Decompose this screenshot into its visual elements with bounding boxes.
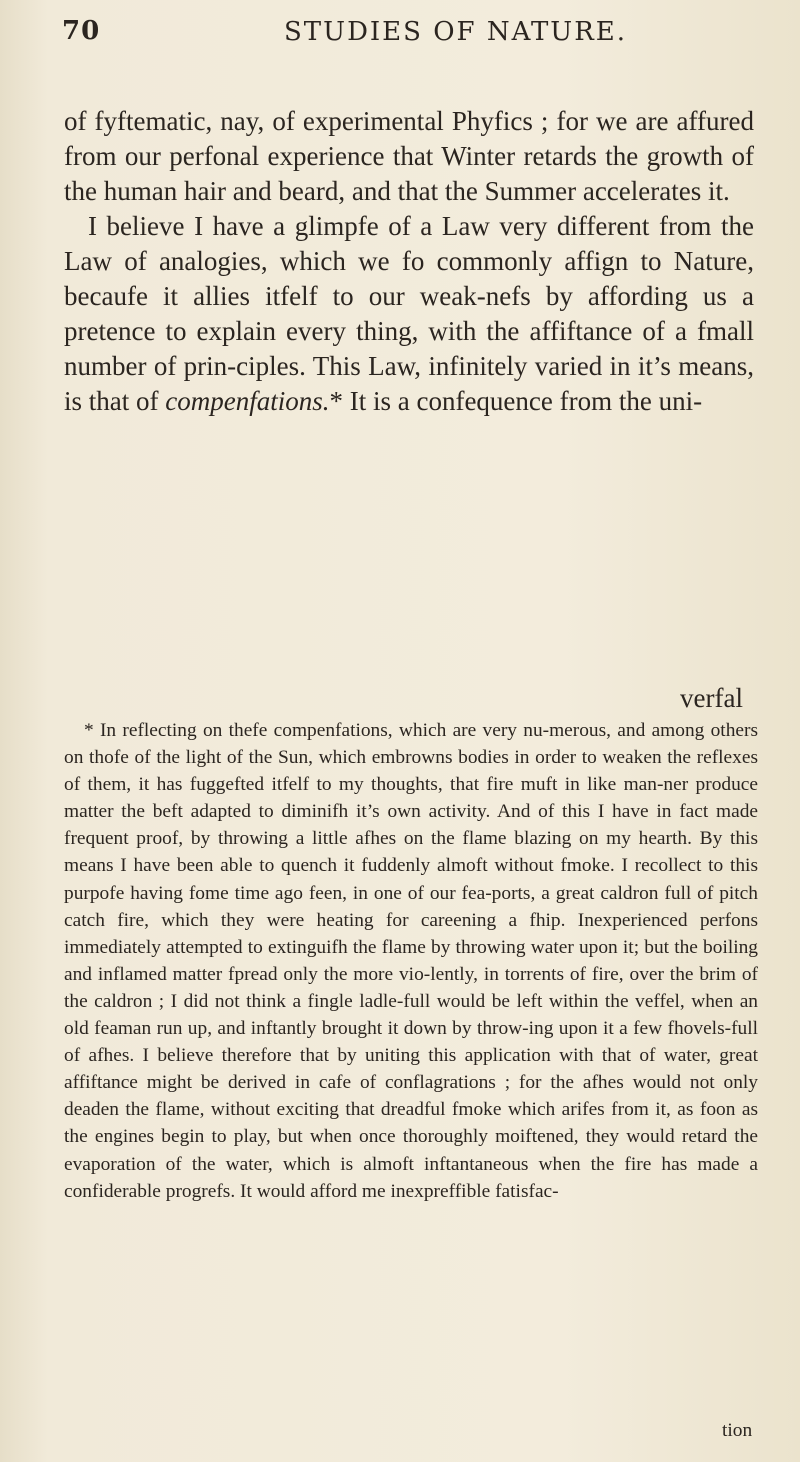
running-head: STUDIES OF NATURE. bbox=[284, 17, 628, 47]
paragraph-text: It is a confequence from the uni- bbox=[342, 386, 703, 416]
page-number: 70 bbox=[62, 16, 101, 46]
paragraph-text: I believe I have a glimpfe of a Law very different from the Law of analogies, which we fo commonly affign to Nature, becaufe it allies itfelf to our weak-nefs by affording us a pretence to explain every thing, with the affiftance of a fmall number of prin-ciples. This Law, infinitely varied in it’s means, is that of bbox=[64, 211, 754, 416]
catchword: verfal bbox=[680, 683, 743, 713]
emphasized-term: compenfations. bbox=[165, 386, 330, 416]
footnote-mark: * bbox=[329, 386, 343, 416]
paragraph bbox=[64, 209, 754, 419]
footnote-catchword: tion bbox=[722, 1420, 753, 1441]
paragraph: of fyftematic, nay, of experimental Phyfics ; for we are affured from our perfonal experience that Winter retards the growth of the human hair and beard, and that the Summer accelerates it. bbox=[64, 106, 754, 206]
page-header bbox=[62, 16, 762, 60]
footnote: * In reflecting on thefe compenfations, which are very nu-merous, and among others on thofe of the light of the Sun, which embrowns bodies in order to weaken the reflexes of them, it has fuggefted itfelf to my thoughts, that fire muft in like man-ner produce matter the beft adapted to diminifh it’s own activity. And of this I have in fact made frequent proof, by throwing a little afhes on the flame blazing on my hearth. By this means I have been able to quench it fuddenly almoft without fmoke. I recollect to this purpofe having fome time ago feen, in one of our fea-ports, a great caldron full of pitch catch fire, which they were heating for careening a fhip. Inexperienced perfons immediately attempted to extinguifh the flame by throwing water upon it; but the boiling and inflamed matter fpread only the more vio-lently, in torrents of fire, over the brim of the caldron ; I did not think a fingle ladle-full would be left within the veffel, when an old feaman run up, and inftantly brought it down by throw-ing upon it a few fhovels-full of afhes. I believe therefore that by uniting this application with that of water, great affiftance might be derived in cafe of conflagrations ; for the afhes would not only deaden the flame, without exciting that dreadful fmoke which arifes from it, as foon as the engines begin to play, but when once thoroughly moiftened, they would retard the evaporation of the water, which is almoft inftantaneous when the fire has made a confiderable progrefs. It would afford me inexpreffible fatisfac- bbox=[64, 720, 758, 1202]
main-text bbox=[64, 104, 754, 419]
